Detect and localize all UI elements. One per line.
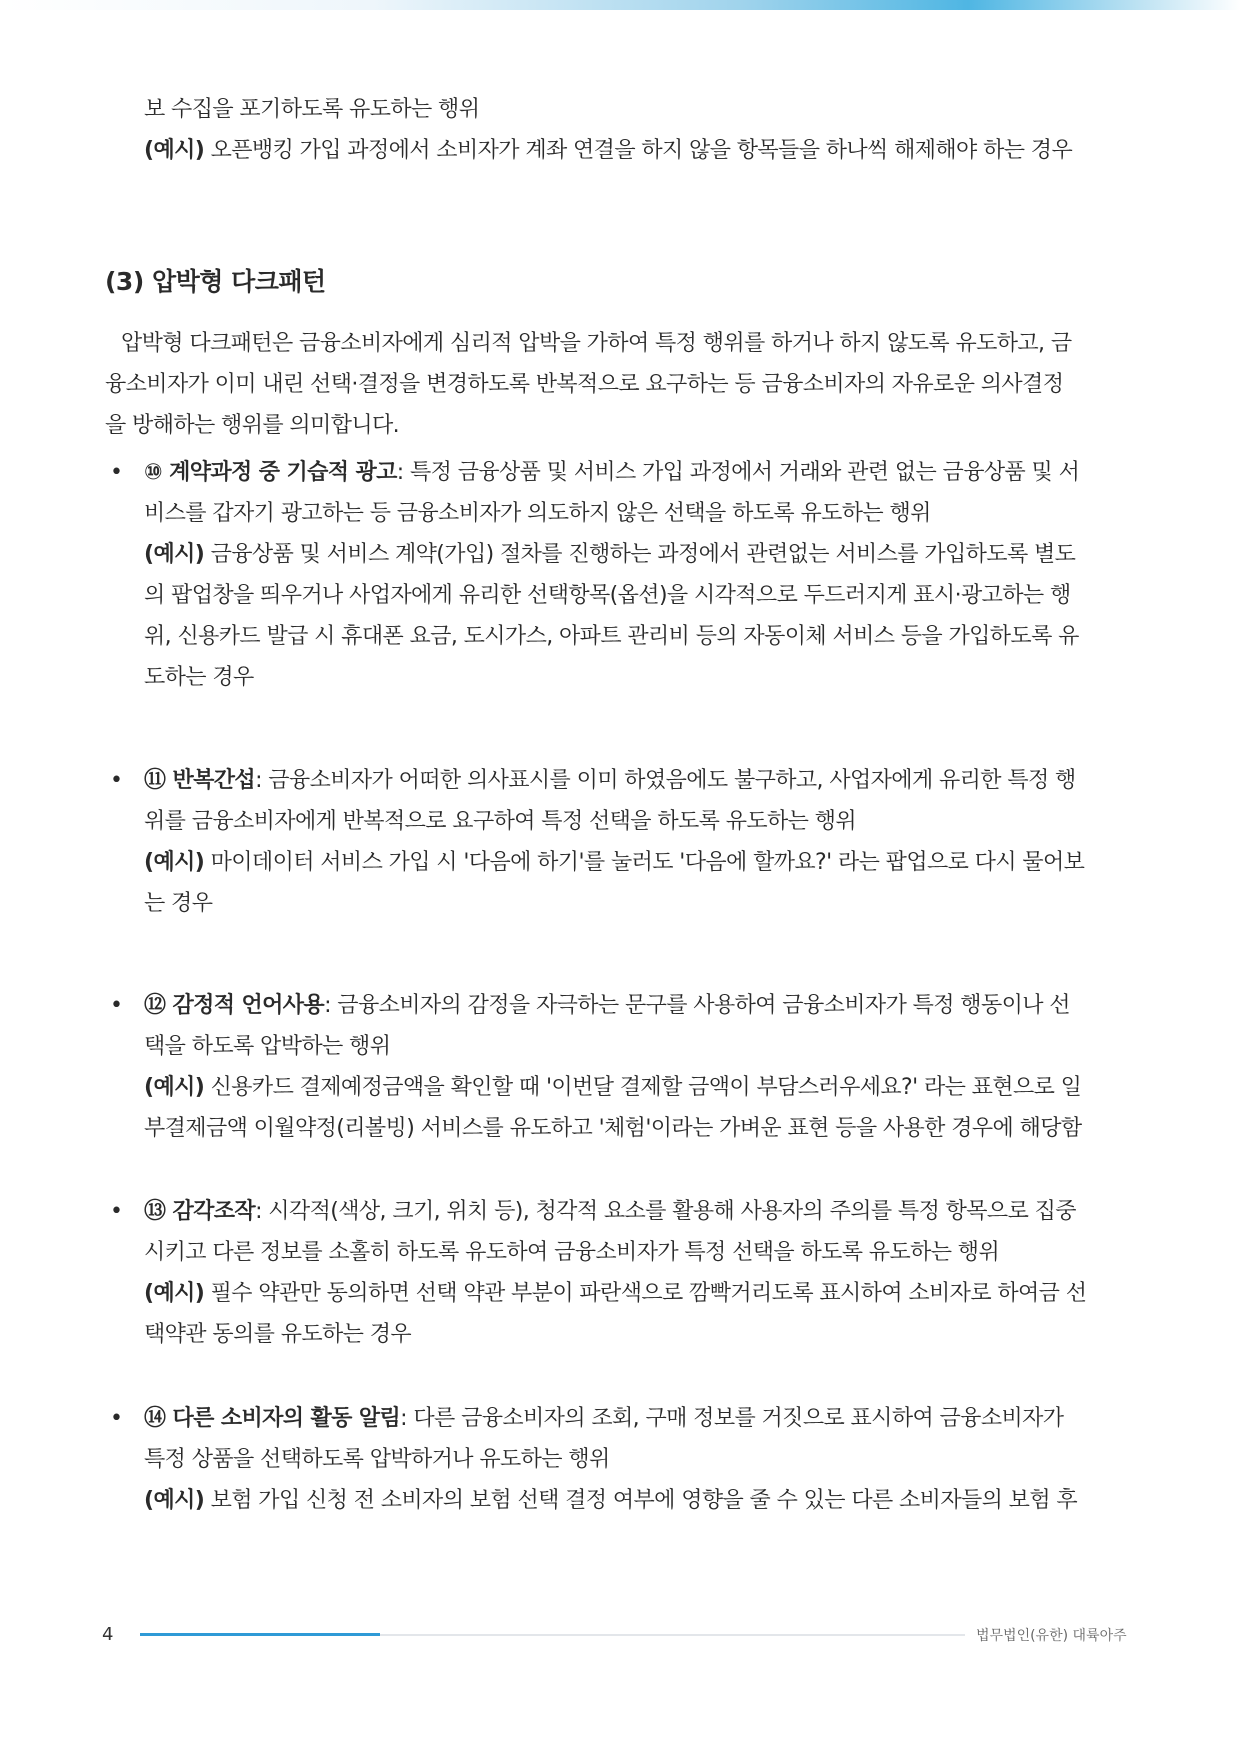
example-text: 오픈뱅킹 가입 과정에서 소비자가 계좌 연결을 하지 않을 항목들을 하나씩 해제해야 하는 경우 (204, 138, 1073, 163)
example-line: 도하는 경우 (144, 665, 254, 690)
bullet-first-rest: : 금융소비자가 어떠한 의사표시를 이미 하였음에도 불구하고, 사업자에게 유리한 특정 행 (255, 768, 1076, 793)
example-line: 는 경우 (144, 891, 213, 916)
bullet-example (144, 1480, 1135, 1521)
bullet-example (144, 1273, 1135, 1314)
bullet-item (105, 1191, 1135, 1355)
example-text: 금융상품 및 서비스 계약(가입) 절차를 진행하는 과정에서 관련없는 서비스를 가입하도록 별도 (204, 542, 1076, 567)
continuation-block (105, 89, 1135, 171)
bullet-first-line (144, 985, 1135, 1026)
example-label: (예시) (144, 1488, 205, 1513)
bullet-example (144, 534, 1135, 575)
bullet-desc-line: 위를 금융소비자에게 반복적으로 요구하여 특정 선택을 하도록 유도하는 행위 (144, 809, 857, 834)
bullet-first-rest: : 다른 금융소비자의 조회, 구매 정보를 거짓으로 표시하여 금융소비자가 (400, 1406, 1064, 1431)
bullet-example (144, 1067, 1135, 1108)
bullet-title: ⑪ 반복간섭 (144, 768, 256, 793)
example-text: 보험 가입 신청 전 소비자의 보험 선택 결정 여부에 영향을 줄 수 있는 다른 소비자들의 보험 후 (204, 1488, 1078, 1513)
continuation-line: 보 수집을 포기하도록 유도하는 행위 (144, 97, 480, 122)
section-heading: (3) 압박형 다크패턴 (105, 267, 326, 296)
example-label: (예시) (144, 850, 205, 875)
intro-line: 융소비자가 이미 내린 선택·결정을 변경하도록 반복적으로 요구하는 등 금융소비자의 자유로운 의사결정 (105, 372, 1064, 397)
bullet-first-rest: : 특정 금융상품 및 서비스 가입 과정에서 거래와 관련 없는 금융상품 및 서 (396, 460, 1080, 485)
example-label: (예시) (144, 1281, 205, 1306)
example-line: 부결제금액 이월약정(리볼빙) 서비스를 유도하고 '체험'이라는 가벼운 표현 등을 사용한 경우에 해당함 (144, 1116, 1082, 1141)
bullet-first-line (144, 760, 1135, 801)
intro-line: 을 방해하는 행위를 의미합니다. (105, 413, 400, 438)
bullet-desc-line: 택을 하도록 압박하는 행위 (144, 1034, 391, 1059)
bullet-dot: • (110, 768, 123, 793)
bullet-item (105, 985, 1135, 1149)
footer-firm-name: 법무법인(유한) 대륙아주 (976, 1628, 1127, 1644)
intro-paragraph (105, 323, 1135, 446)
bullet-dot: • (110, 460, 123, 485)
bullet-item (105, 760, 1135, 924)
example-line: 의 팝업창을 띄우거나 사업자에게 유리한 선택항목(옵션)을 시각적으로 두드러지게 표시·광고하는 행 (144, 583, 1071, 608)
bullet-title: ⑭ 다른 소비자의 활동 알림 (144, 1406, 401, 1431)
bullet-title: ⑩ 계약과정 중 기습적 광고 (144, 460, 397, 485)
example-text: 마이데이터 서비스 가입 시 '다음에 하기'를 눌러도 '다음에 할까요?' 라는 팝업으로 다시 물어보 (204, 850, 1085, 875)
bullet-dot: • (110, 1199, 123, 1224)
bullet-desc-line: 시키고 다른 정보를 소홀히 하도록 유도하여 금융소비자가 특정 선택을 하도록 유도하는 행위 (144, 1240, 1000, 1265)
bullet-first-line (144, 1191, 1135, 1232)
example-label: (예시) (144, 1075, 205, 1100)
bullet-dot: • (110, 993, 123, 1018)
bullet-first-rest: : 금융소비자의 감정을 자극하는 문구를 사용하여 금융소비자가 특정 행동이나 선 (324, 993, 1070, 1018)
bullet-title: ⑬ 감각조작 (144, 1199, 256, 1224)
example-label: (예시) (144, 542, 205, 567)
top-gradient-bar (0, 0, 1241, 10)
bullet-dot: • (110, 1406, 123, 1431)
example-line: 위, 신용카드 발급 시 휴대폰 요금, 도시가스, 아파트 관리비 등의 자동이체 서비스 등을 가입하도록 유 (144, 624, 1079, 649)
bullet-desc-line: 비스를 갑자기 광고하는 등 금융소비자가 의도하지 않은 선택을 하도록 유도하는 행위 (144, 501, 931, 526)
bullet-title: ⑫ 감정적 언어사용 (144, 993, 325, 1018)
bullet-desc-line: 특정 상품을 선택하도록 압박하거나 유도하는 행위 (144, 1447, 610, 1472)
example-text: 신용카드 결제예정금액을 확인할 때 '이번달 결제할 금액이 부담스러우세요?' 라는 표현으로 일 (204, 1075, 1082, 1100)
bullet-first-rest: : 시각적(색상, 크기, 위치 등), 청각적 요소를 활용해 사용자의 주의를 특정 항목으로 집중 (255, 1199, 1076, 1224)
bullet-first-line (144, 452, 1135, 493)
continuation-example (144, 130, 1135, 171)
footer-divider-accent (140, 1633, 380, 1636)
bullet-item (105, 1398, 1135, 1521)
page-number: 4 (102, 1624, 114, 1645)
example-line: 택약관 동의를 유도하는 경우 (144, 1322, 412, 1347)
example-text: 필수 약관만 동의하면 선택 약관 부분이 파란색으로 깜빡거리도록 표시하여 소비자로 하여금 선 (204, 1281, 1087, 1306)
bullet-first-line (144, 1398, 1135, 1439)
bullet-item (105, 452, 1135, 698)
intro-line: 압박형 다크패턴은 금융소비자에게 심리적 압박을 가하여 특정 행위를 하거나 하지 않도록 유도하고, 금 (121, 331, 1072, 356)
example-label: (예시) (144, 138, 205, 163)
bullet-example (144, 842, 1135, 883)
